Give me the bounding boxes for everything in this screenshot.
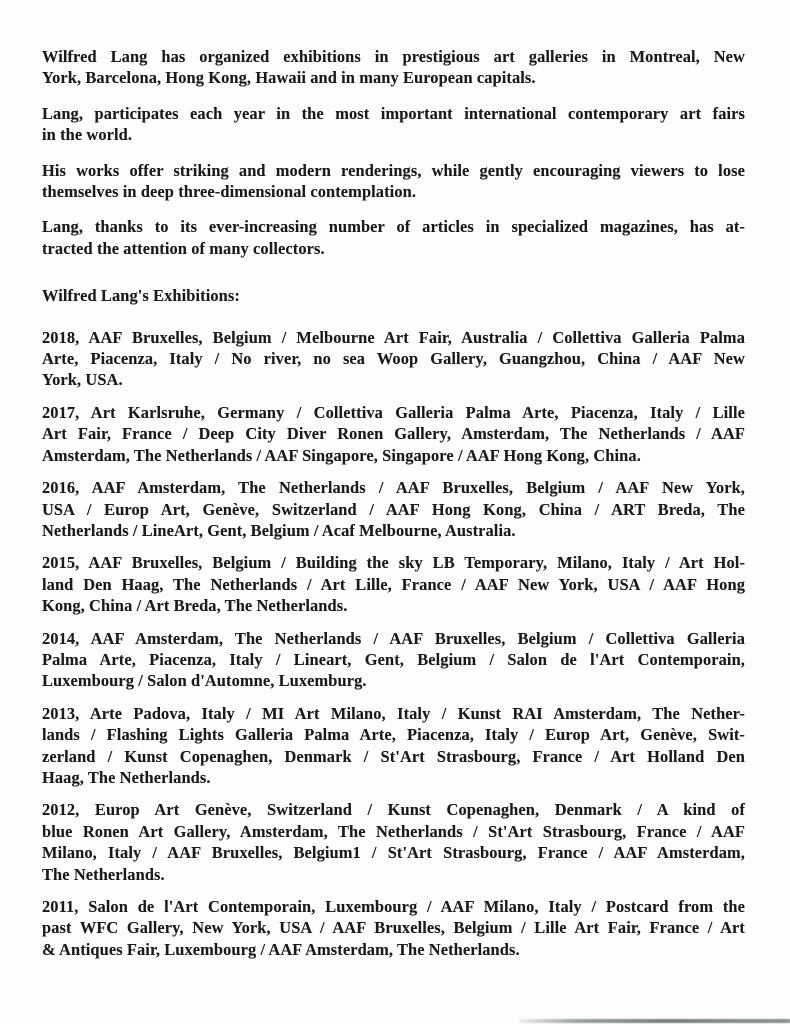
- text-line: land Den Haag, The Netherlands / Art Lille, France / AAF New York, USA / AAF Hong: [42, 574, 745, 594]
- text-line: & Antiques Fair, Luxembourg / AAF Amsterdam, The Netherlands.: [42, 939, 520, 959]
- text-line: Wilfred Lang has organized exhibitions in prestigious art galleries in Montreal, New: [42, 47, 745, 66]
- text-line: His works offer striking and modern renderings, while gently encouraging viewers to lose: [42, 160, 745, 180]
- exhibition-entry-2017: [42, 402, 745, 466]
- exhibition-entry-2011: [42, 896, 745, 960]
- intro-paragraph-collectors: [42, 216, 745, 259]
- text-line: USA / Europ Art, Genève, Switzerland / AAF Hong Kong, China / ART Breda, The: [42, 499, 745, 519]
- text-line: past WFC Gallery, New York, USA / AAF Bruxelles, Belgium / Lille Art Fair, France / Art: [42, 918, 745, 938]
- document-content: [42, 46, 745, 971]
- text-line: zerland / Kunst Copenaghen, Denmark / St'Art Strasbourg, France / Art Holland Den: [42, 746, 745, 766]
- text-line: 2016, AAF Amsterdam, The Netherlands / AAF Bruxelles, Belgium / AAF New York,: [42, 478, 745, 498]
- text-line: York, USA.: [42, 370, 123, 390]
- exhibition-entry-2015: [42, 552, 745, 616]
- intro-paragraph-works: [42, 160, 745, 203]
- exhibitions-list: [42, 327, 745, 961]
- text-line: York, Barcelona, Hong Kong, Hawaii and in many European capitals.: [42, 68, 536, 88]
- text-line: 2013, Arte Padova, Italy / MI Art Milano, Italy / Kunst RAI Amsterdam, The Nether-: [42, 703, 745, 723]
- text-line: 2017, Art Karlsruhe, Germany / Collettiva Galleria Palma Arte, Piacenza, Italy / Lille: [42, 402, 745, 422]
- intro-paragraph-art-fairs: [42, 103, 745, 146]
- text-line: Kong, China / Art Breda, The Netherlands.: [42, 596, 348, 616]
- text-line: Luxembourg / Salon d'Automne, Luxemburg.: [42, 671, 367, 691]
- text-line: Lang, thanks to its ever-increasing number of articles in specialized magazines, has at-: [42, 217, 745, 237]
- text-line: 2015, AAF Bruxelles, Belgium / Building the sky LB Temporary, Milano, Italy / Art Hol-: [42, 553, 745, 573]
- text-line: blue Ronen Art Gallery, Amsterdam, The Netherlands / St'Art Strasbourg, France / AAF: [42, 821, 745, 841]
- exhibition-entry-2014: [42, 628, 745, 692]
- text-line: The Netherlands.: [42, 864, 165, 884]
- scan-edge-artifact: [519, 1019, 790, 1023]
- exhibitions-heading: Wilfred Lang's Exhibitions:: [42, 286, 240, 306]
- text-line: themselves in deep three-dimensional contemplation.: [42, 182, 417, 202]
- text-line: 2014, AAF Amsterdam, The Netherlands / AAF Bruxelles, Belgium / Collettiva Galleria: [42, 628, 745, 648]
- text-line: 2011, Salon de l'Art Contemporain, Luxembourg / AAF Milano, Italy / Postcard from the: [42, 897, 745, 916]
- exhibition-entry-2013: [42, 703, 745, 789]
- text-line: lands / Flashing Lights Galleria Palma Arte, Piacenza, Italy / Europ Art, Genève, Swit-: [42, 725, 745, 745]
- text-line: Milano, Italy / AAF Bruxelles, Belgium1 / St'Art Strasbourg, France / AAF Amsterdam,: [42, 843, 745, 863]
- text-line: Haag, The Netherlands.: [42, 767, 211, 787]
- text-line: Amsterdam, The Netherlands / AAF Singapore, Singapore / AAF Hong Kong, China.: [42, 445, 641, 465]
- exhibition-entry-2016: [42, 477, 745, 541]
- text-line: Arte, Piacenza, Italy / No river, no sea Woop Gallery, Guangzhou, China / AAF New: [42, 349, 745, 369]
- text-line: Art Fair, France / Deep City Diver Ronen Gallery, Amsterdam, The Netherlands / AAF: [42, 424, 745, 444]
- text-line: Lang, participates each year in the most important international contemporary art fairs: [42, 103, 745, 123]
- text-line: Palma Arte, Piacenza, Italy / Lineart, Gent, Belgium / Salon de l'Art Contemporain,: [42, 649, 745, 669]
- text-line: 2018, AAF Bruxelles, Belgium / Melbourne Art Fair, Australia / Collettiva Galleria Palma: [42, 327, 745, 347]
- text-line: Netherlands / LineArt, Gent, Belgium / Acaf Melbourne, Australia.: [42, 520, 516, 540]
- text-line: in the world.: [42, 125, 133, 145]
- text-line: tracted the attention of many collectors.: [42, 238, 325, 258]
- exhibition-entry-2012: [42, 799, 745, 885]
- text-line: 2012, Europ Art Genève, Switzerland / Kunst Copenaghen, Denmark / A kind of: [42, 800, 745, 820]
- exhibition-entry-2018: [42, 327, 745, 391]
- intro-paragraph-galleries: [42, 46, 745, 89]
